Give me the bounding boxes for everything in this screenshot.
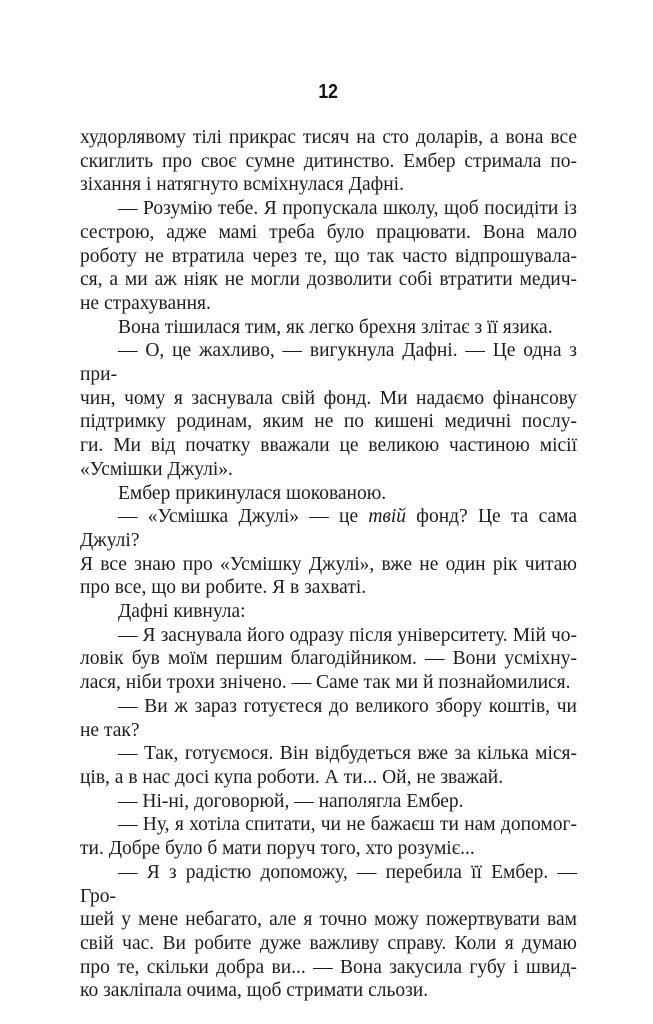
paragraph <box>80 600 577 624</box>
text-line: не страхування. <box>80 292 211 314</box>
text-line: «Усмішки Джулі». <box>80 458 233 480</box>
text-line: зіхання і натягнуто всміхнулася Дафні. <box>80 174 404 196</box>
text-line: про все, що ви робите. Я в захваті. <box>80 577 367 599</box>
text-line: — Ну, я хотіла спитати, чи не бажаєш ти нам допомог- <box>118 814 577 836</box>
text-line: не так? <box>80 719 140 741</box>
paragraph <box>80 505 577 600</box>
paragraph <box>80 126 577 197</box>
text-line: — Я заснувала його одразу після університету. Мій чо- <box>118 624 577 646</box>
text-line: шей у мене небагато, але я точно можу пожертвувати вам <box>80 909 577 931</box>
text-line: лася, ніби трохи знічено. — Саме так ми й познайомилися. <box>80 672 571 694</box>
text-line: про те, скільки добра ви... — Вона закусила губу і швид- <box>80 956 577 978</box>
paragraph <box>80 339 577 481</box>
paragraph <box>80 742 577 789</box>
paragraph <box>80 695 577 742</box>
text-line: худорлявому тілі прикрас тисяч на сто доларів, а вона все <box>80 127 577 148</box>
text-line: — Ви ж зараз готуєтеся до великого збору коштів, чи <box>118 695 577 717</box>
text-line: — «Усмішка Джулі» — це твій фонд? Це та сама Джулі? <box>80 506 577 551</box>
text-line: ців, а в нас досі купа роботи. А ти... Ой, не зважай. <box>80 766 504 788</box>
text-line: ся, а ми аж ніяк не могли дозволити собі втратити медич- <box>80 269 577 291</box>
page-number <box>80 82 577 102</box>
text-line: — Я з радістю допоможу, — перебила її Ембер. — Гро- <box>80 861 577 907</box>
text-line: сестрою, адже мамі треба було працювати. Вона мало <box>80 221 577 243</box>
text-line: — Розумію тебе. Я пропускала школу, щоб посидіти із <box>118 198 577 220</box>
text-line: ти. Добре було б мати поруч того, хто розуміє... <box>80 838 475 860</box>
text-line: — Ні-ні, договорюй, — наполягла Ембер. <box>118 790 464 812</box>
paragraph <box>80 482 577 506</box>
text-line: ловік був моїм першим благодійником. — Вони усміхну- <box>80 648 577 670</box>
text-line: Я все знаю про «Усмішку Джулі», вже не один рік читаю <box>80 553 577 575</box>
paragraph <box>80 197 577 316</box>
paragraph <box>80 624 577 695</box>
text-line: ги. Ми від початку вважали це великою частиною місії <box>80 435 577 457</box>
text-line: Дафні кивнула: <box>118 601 246 623</box>
paragraph <box>80 861 577 1003</box>
text-line: ко закліпала очима, щоб стримати сльози. <box>80 980 429 1002</box>
page-text <box>80 126 577 1003</box>
paragraph <box>80 316 577 340</box>
paragraph <box>80 813 577 860</box>
text-line: роботу не втратила через те, що так часто відпрошувала- <box>80 245 577 267</box>
text-line: — О, це жахливо, — вигукнула Дафні. — Це одна з при- <box>80 340 577 386</box>
text-line: чин, чому я заснувала свій фонд. Ми надаємо фінансову <box>80 387 577 409</box>
text-line: свій час. Ви робите дуже важливу справу. Коли я думаю <box>80 932 577 954</box>
text-line: скиглить про своє сумне дитинство. Ембер стримала по- <box>80 150 577 172</box>
text-line: Ембер прикинулася шокованою. <box>118 482 387 504</box>
page-number-value: 12 <box>318 81 339 103</box>
text-line: — Так, готуємося. Він відбудеться вже за кілька міся- <box>118 743 577 765</box>
paragraph <box>80 790 577 814</box>
text-line: підтримку родинам, яким не по кишені медичні послу- <box>80 411 577 433</box>
text-line: Вона тішилася тим, як легко брехня злітає з її язика. <box>118 316 553 338</box>
